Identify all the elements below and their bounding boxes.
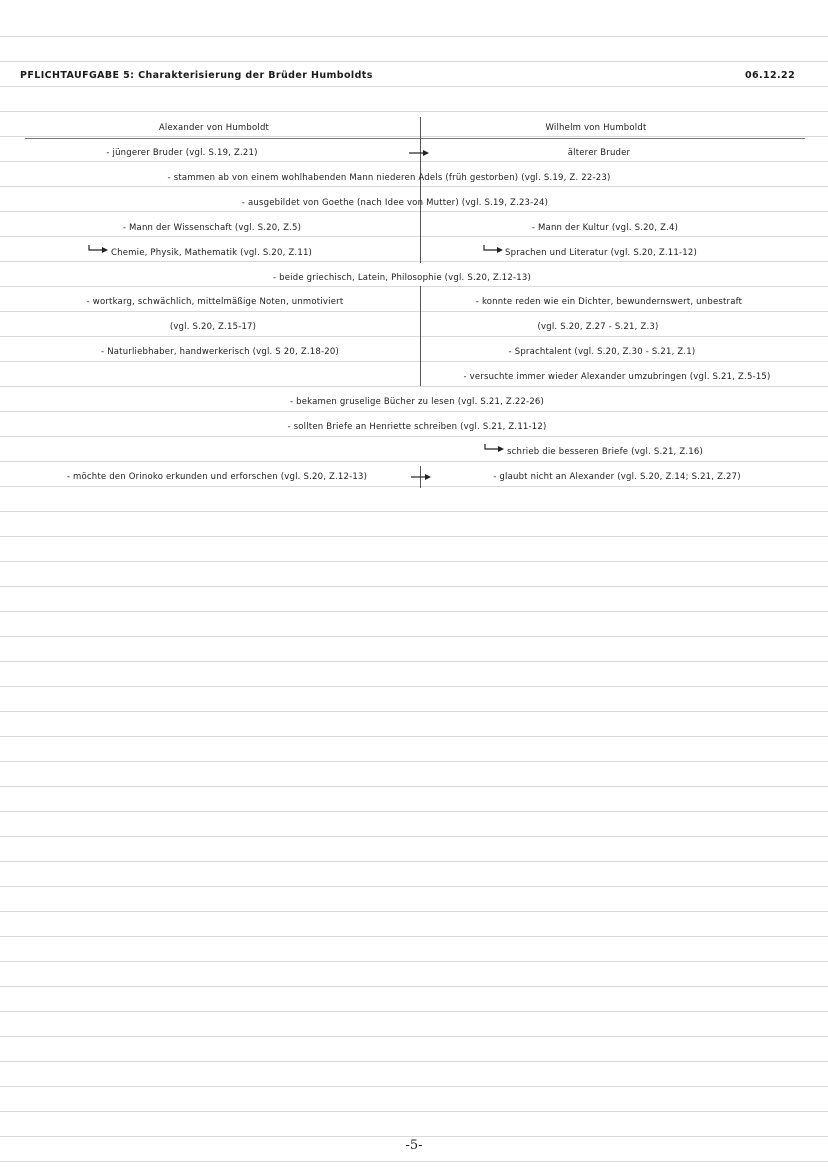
row13-right: schrieb die besseren Briefe (vgl. S.21, Z.16) — [507, 447, 704, 457]
right-arrow-icon — [409, 149, 429, 157]
page-number: -5- — [405, 1138, 423, 1153]
row4-left: - Mann der Wissenschaft (vgl. S.20, Z.5) — [122, 223, 302, 233]
return-arrow-icon — [483, 245, 503, 253]
row6-center: - beide griechisch, Latein, Philosophie (vgl. S.20, Z.12-13) — [272, 273, 532, 283]
row12-center: - sollten Briefe an Henriette schreiben (vgl. S.21, Z.11-12) — [287, 422, 547, 432]
row2-center: - stammen ab von einem wohlhabenden Mann niederen Adels (früh gestorben) (vgl. S.19, Z. 22-23) — [167, 173, 611, 183]
row4-right: - Mann der Kultur (vgl. S.20, Z.4) — [531, 223, 679, 233]
return-arrow-icon — [484, 444, 504, 452]
row3-center: - ausgebildet von Goethe (nach Idee von Mutter) (vgl. S.19, Z.23-24) — [241, 198, 549, 208]
left-column-heading: Alexander von Humboldt — [158, 123, 270, 133]
column-divider-top — [420, 117, 421, 263]
row10-right: - versuchte immer wieder Alexander umzubringen (vgl. S.21, Z.5-15) — [463, 372, 771, 382]
right-column-heading: Wilhelm von Humboldt — [545, 123, 647, 133]
row14-left: - möchte den Orinoko erkunden und erforschen (vgl. S.20, Z.12-13) — [66, 472, 368, 482]
table-header-divider — [25, 138, 805, 139]
row1-right: älterer Bruder — [567, 148, 631, 158]
return-arrow-icon — [88, 245, 108, 253]
page-date: 06.12.22 — [745, 70, 796, 81]
row7-right: - konnte reden wie ein Dichter, bewundernswert, unbestraft — [475, 297, 743, 307]
row5-left: Chemie, Physik, Mathematik (vgl. S.20, Z.11) — [111, 248, 313, 258]
page-title: PFLICHTAUFGABE 5: Charakterisierung der Brüder Humboldts — [20, 70, 373, 81]
row1-left: - jüngerer Bruder (vgl. S.19, Z.21) — [106, 148, 258, 158]
row11-center: - bekamen gruselige Bücher zu lesen (vgl. S.21, Z.22-26) — [289, 397, 545, 407]
right-arrow-icon — [411, 473, 431, 481]
row9-right: - Sprachtalent (vgl. S.20, Z.30 - S.21, Z.1) — [508, 347, 696, 357]
row8-left: (vgl. S.20, Z.15-17) — [169, 322, 257, 332]
row5-right: Sprachen und Literatur (vgl. S.20, Z.11-12) — [505, 248, 697, 258]
row8-right: (vgl. S.20, Z.27 - S.21, Z.3) — [537, 322, 659, 332]
row7-left: - wortkarg, schwächlich, mittelmäßige Noten, unmotiviert — [86, 297, 344, 307]
row14-right: - glaubt nicht an Alexander (vgl. S.20, Z.14; S.21, Z.27) — [493, 472, 741, 482]
row9-left: - Naturliebhaber, handwerkerisch (vgl. S 20, Z.18-20) — [101, 347, 339, 357]
column-divider-middle — [420, 286, 421, 386]
